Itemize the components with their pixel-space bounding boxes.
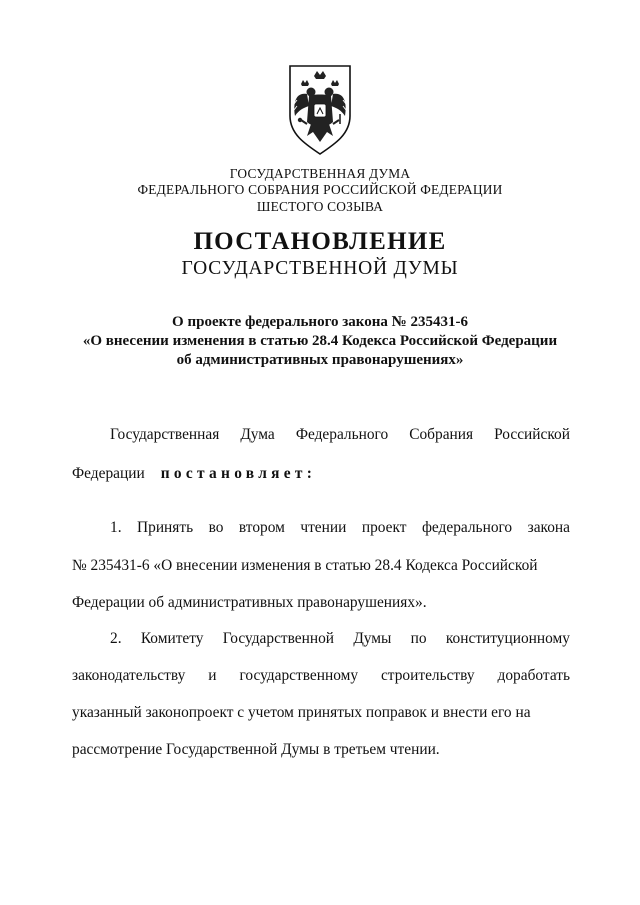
word: доработать (497, 667, 570, 684)
item-1-line-1 (110, 519, 570, 537)
word: федерального (421, 519, 513, 536)
word: Государственной (222, 630, 335, 647)
subject-line-1: О проекте федерального закона № 235431-6 (172, 314, 468, 330)
word: и (208, 667, 217, 684)
word: проект (361, 519, 407, 536)
word: Думы (353, 630, 392, 647)
item-2-line-2 (72, 667, 570, 685)
word: Собрания (409, 426, 474, 443)
word: 2. (110, 630, 122, 647)
word: во (208, 519, 224, 536)
word: Федерального (295, 426, 389, 443)
word: законодательству (72, 667, 186, 684)
subject-line-3: об административных правонарушениях» (176, 352, 464, 368)
word: закона (527, 519, 570, 536)
word: конституционному (445, 630, 570, 647)
word: втором (238, 519, 285, 536)
preamble-word: Федерации (72, 465, 145, 482)
preamble-line-2 (72, 465, 570, 483)
item-1-line-3: Федерации об административных правонарушениях». (72, 594, 427, 611)
word: Комитету (140, 630, 204, 647)
word: чтении (300, 519, 347, 536)
subject-line-2: «О внесении изменения в статью 28.4 Кодекса Российской Федерации (82, 333, 558, 349)
word: государственному (239, 667, 359, 684)
word: по (410, 630, 427, 647)
word: строительству (380, 667, 475, 684)
header-line-federal-assembly: ФЕДЕРАЛЬНОГО СОБРАНИЯ РОССИЙСКОЙ ФЕДЕРАЦИИ (137, 182, 503, 197)
header-line-convocation: ШЕСТОГО СОЗЫВА (256, 199, 384, 214)
word: 1. (110, 519, 122, 536)
word: Государственная (110, 426, 220, 443)
item-1-line-2: № 235431-6 «О внесении изменения в статью 28.4 Кодекса Российской (72, 557, 538, 574)
page-title: ПОСТАНОВЛЕНИЕ (193, 228, 447, 255)
item-2-line-1 (110, 630, 570, 648)
preamble-line-1 (110, 426, 570, 444)
word: Принять (137, 519, 194, 536)
word: Дума (240, 426, 275, 443)
page-subtitle: ГОСУДАРСТВЕННОЙ ДУМЫ (181, 258, 459, 279)
resolves-keyword: постановляет: (160, 465, 317, 482)
word: Российской (494, 426, 570, 443)
coat-of-arms-icon (287, 64, 353, 156)
item-2-line-4: рассмотрение Государственной Думы в третьем чтении. (72, 741, 440, 758)
header-line-duma: ГОСУДАРСТВЕННАЯ ДУМА (229, 166, 411, 181)
item-2-line-3: указанный законопроект с учетом принятых поправок и внести его на (72, 704, 531, 721)
